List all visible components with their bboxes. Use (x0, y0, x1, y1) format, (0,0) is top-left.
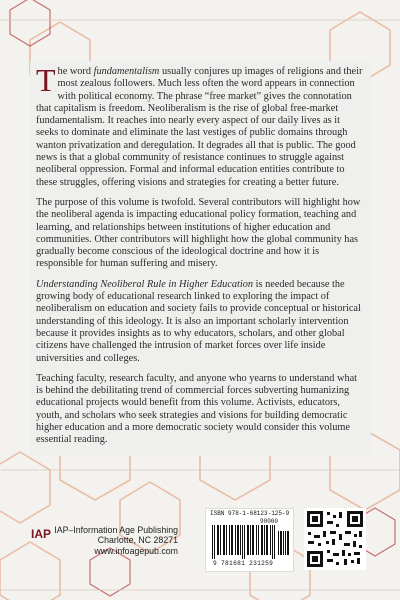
back-cover-text (36, 62, 364, 455)
publisher-url: www.infoagepub.com (94, 545, 178, 556)
paragraph-1-body: usually conjures up images of religions and their most zealous followers. Much less often the word appears in connection with political economy. The phrase “free market” gives the connotation that capitalism is freedom. Neoliberalism is the rise of global free-market fundamentalism. It reaches into nearly every aspect of our daily lives as it seeks to dominate and eliminate the last vestiges of public domains through wanton privatization and deregulation. It degrades all that is public. The good news is that a global community of resistance continues to struggle against neoliberal oppression. Formal and informal education entities contribute to these struggles, offering visions and strategies for creating a better future. (36, 66, 363, 188)
publisher-info (28, 525, 178, 556)
drop-cap: T (36, 62, 56, 98)
publisher-name: IAP–Information Age Publishing (54, 525, 178, 535)
paragraph-3-body: is needed because the growing body of educational research linked to exploring the impact of neoliberalism on education and society fails to provide conceptual or historical understanding of this ideology. It is also an important scholarly intervention because it provides insights as to why educators, scholars, and other global citizens have challenged the intrusion of market forces over life inside universities and colleges. (36, 278, 361, 364)
ean-digits: 9 781681 231259 (213, 560, 274, 567)
paragraph-1-italic: fundamentalism (93, 66, 160, 77)
qr-code-graphic (304, 508, 366, 570)
price-code: 90000 (260, 518, 279, 525)
paragraph-3 (36, 279, 364, 365)
paragraph-1 (36, 62, 364, 189)
isbn-text: ISBN 978-1-68123-125-9 (210, 510, 290, 517)
paragraph-1-start: he word (57, 66, 94, 77)
publisher-logo: IAP (31, 527, 52, 541)
paragraph-2: The purpose of this volume is twofold. Several contributors will highlight how the neoliberal agenda is impacting educational policy formation, teaching and learning, and relationships between institutions of higher education and communities. Other contributors will highlight how the global community has gradually become conscious of the ideological doctrine and how it is responsible for human suffering and misery. (36, 196, 361, 270)
qr-code (304, 508, 366, 570)
paragraph-4: Teaching faculty, research faculty, and anyone who yearns to understand what is behind the debilitating trend of commercial forces subverting humanizing educational projects would benefit from this volume. Activists, educators, youth, and scholars who seek strategies and visions for building democratic higher education and a more democratic society would consider this volume essential reading. (36, 372, 358, 446)
book-title-italic: Understanding Neoliberal Rule in Higher Education (36, 278, 254, 290)
publisher-city: Charlotte, NC 28271 (97, 535, 178, 546)
